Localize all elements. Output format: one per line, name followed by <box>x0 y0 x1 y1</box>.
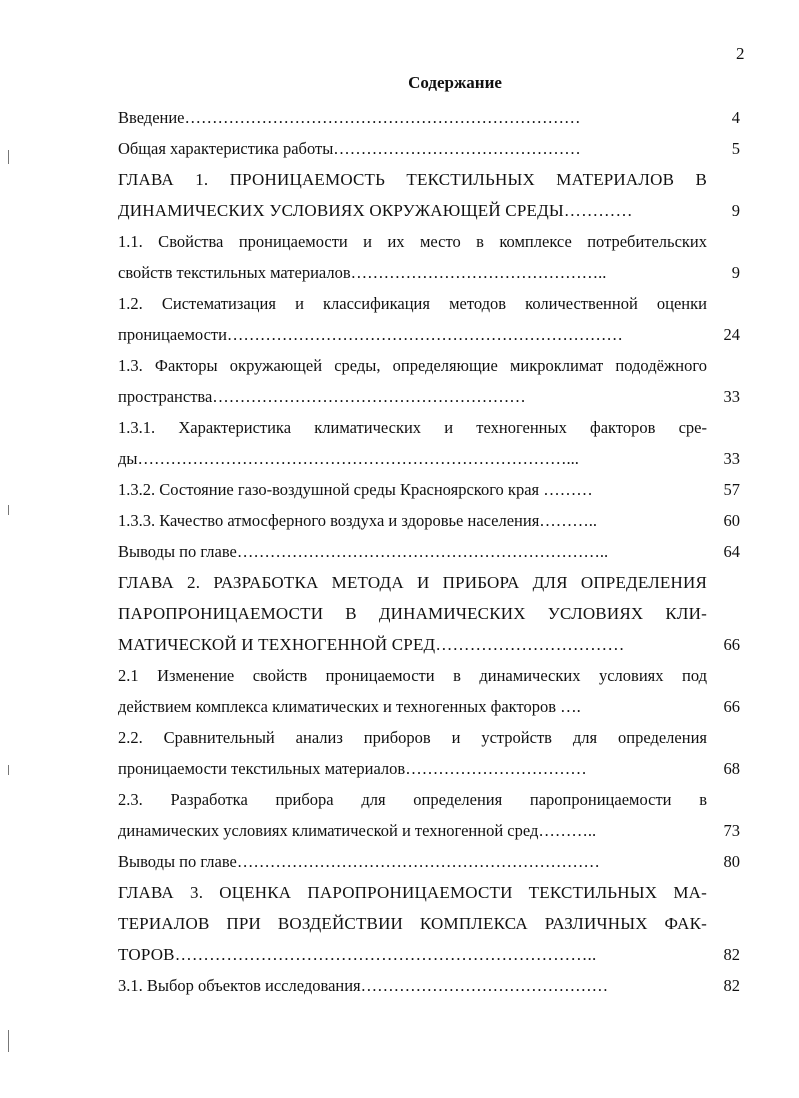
toc-entry-line <box>118 568 740 599</box>
toc-entry-line <box>118 754 740 785</box>
toc-entry-text: ТЕРИАЛОВ ПРИ ВОЗДЕЙСТВИИ КОМПЛЕКСА РАЗЛИЧНЫХ ФАК- <box>118 914 707 933</box>
page-title: Содержание <box>408 73 502 92</box>
toc-page-number: 4 <box>731 108 740 127</box>
toc-entry-line <box>118 816 740 847</box>
scan-artifact <box>8 1030 9 1052</box>
toc-entry-line <box>118 599 740 630</box>
toc-page-number: 73 <box>723 821 740 840</box>
toc-page-number: 68 <box>723 759 740 778</box>
toc-entry-text: Введение……………………………………………………………… <box>118 108 581 127</box>
toc-entry-text: динамических условиях климатической и техногенной сред……….. <box>118 821 597 840</box>
toc-entry-line <box>118 103 740 134</box>
page-number: 2 <box>736 44 745 63</box>
toc-entry-line <box>118 506 740 537</box>
toc-entry-line <box>118 971 740 1002</box>
toc-entry-line <box>118 413 740 444</box>
toc-entry-text: Общая характеристика работы……………………………………… <box>118 139 581 158</box>
toc-entry-text: 1.2. Систематизация и классификация методов количественной оценки <box>118 294 707 313</box>
toc-entry-line <box>118 289 740 320</box>
toc-entry-line <box>118 134 740 165</box>
toc-entry-text: ГЛАВА 2. РАЗРАБОТКА МЕТОДА И ПРИБОРА ДЛЯ ОПРЕДЕЛЕНИЯ <box>118 573 707 592</box>
toc-entry-line <box>118 196 740 227</box>
toc-page-number: 5 <box>731 139 740 158</box>
toc-page-number: 60 <box>723 511 740 530</box>
toc-entry-text: ТОРОВ……………………………………………………………….. <box>118 945 597 964</box>
toc-entry-text: проницаемости текстильных материалов…………………………… <box>118 759 587 778</box>
toc-entry-text: 1.1. Свойства проницаемости и их место в комплексе потребительских <box>118 232 707 251</box>
toc-entry-text: проницаемости……………………………………………………………… <box>118 325 623 344</box>
toc-entry-text: 1.3.2. Состояние газо-воздушной среды Красноярского края ……… <box>118 480 593 499</box>
toc-entry-line <box>118 444 740 475</box>
toc-entry-line <box>118 351 740 382</box>
toc-entry-text: ГЛАВА 3. ОЦЕНКА ПАРОПРОНИЦАЕМОСТИ ТЕКСТИЛЬНЫХ МА- <box>118 883 707 902</box>
toc-entry-text: ПАРОПРОНИЦАЕМОСТИ В ДИНАМИЧЕСКИХ УСЛОВИЯХ КЛИ- <box>118 604 707 623</box>
toc-page-number: 57 <box>723 480 740 499</box>
toc-entry-text: 1.3.1. Характеристика климатических и техногенных факторов сре- <box>118 418 707 437</box>
toc-page-number: 9 <box>731 263 740 282</box>
toc-entry-text: действием комплекса климатических и техногенных факторов …. <box>118 697 581 716</box>
toc-page-number: 82 <box>723 976 740 995</box>
toc-entry-text: 1.3. Факторы окружающей среды, определяющие микроклимат пододёжного <box>118 356 707 375</box>
toc-entry-text: МАТИЧЕСКОЙ И ТЕХНОГЕННОЙ СРЕД…………………………… <box>118 635 625 654</box>
toc-entry-line <box>118 475 740 506</box>
toc-entry-line <box>118 258 740 289</box>
toc-entry-text: ДИНАМИЧЕСКИХ УСЛОВИЯХ ОКРУЖАЮЩЕЙ СРЕДЫ………… <box>118 201 633 220</box>
toc-page-number: 66 <box>723 635 740 654</box>
toc-entry-line <box>118 940 740 971</box>
toc-page-number: 33 <box>723 449 740 468</box>
toc-entry-line <box>118 878 740 909</box>
toc-entry-text: ды……………………………………………………………………... <box>118 449 579 468</box>
toc-entry-line <box>118 165 740 196</box>
toc-page-number: 33 <box>723 387 740 406</box>
scan-artifact <box>8 765 9 775</box>
toc-page-number: 24 <box>723 325 740 344</box>
toc-entry-text: Выводы по главе………………………………………………………….. <box>118 542 609 561</box>
toc-entry-line <box>118 909 740 940</box>
toc-entry-text: 1.3.3. Качество атмосферного воздуха и здоровье населения……….. <box>118 511 598 530</box>
toc-entry-line <box>118 227 740 258</box>
table-of-contents <box>118 103 740 1002</box>
toc-entry-text: 2.3. Разработка прибора для определения паропроницаемости в <box>118 790 707 809</box>
toc-entry-text: ГЛАВА 1. ПРОНИЦАЕМОСТЬ ТЕКСТИЛЬНЫХ МАТЕРИАЛОВ В <box>118 170 707 189</box>
scan-artifact <box>8 505 9 515</box>
toc-entry-text: пространства………………………………………………… <box>118 387 526 406</box>
toc-entry-line <box>118 537 740 568</box>
toc-entry-text: 2.1 Изменение свойств проницаемости в динамических условиях под <box>118 666 707 685</box>
toc-page-number: 82 <box>723 945 740 964</box>
toc-entry-line <box>118 661 740 692</box>
toc-entry-line <box>118 382 740 413</box>
toc-entry-text: 3.1. Выбор объектов исследования……………………………………… <box>118 976 609 995</box>
toc-page-number: 66 <box>723 697 740 716</box>
toc-entry-text: 2.2. Сравнительный анализ приборов и устройств для определения <box>118 728 707 747</box>
toc-entry-text: свойств текстильных материалов……………………………………….. <box>118 263 607 282</box>
toc-entry-line <box>118 723 740 754</box>
toc-entry-line <box>118 847 740 878</box>
scan-artifact <box>8 150 9 164</box>
toc-page-number: 9 <box>731 201 740 220</box>
toc-entry-line <box>118 630 740 661</box>
toc-entry-line <box>118 785 740 816</box>
toc-entry-text: Выводы по главе………………………………………………………… <box>118 852 600 871</box>
toc-page-number: 64 <box>723 542 740 561</box>
toc-entry-line <box>118 320 740 351</box>
toc-page-number: 80 <box>723 852 740 871</box>
toc-entry-line <box>118 692 740 723</box>
